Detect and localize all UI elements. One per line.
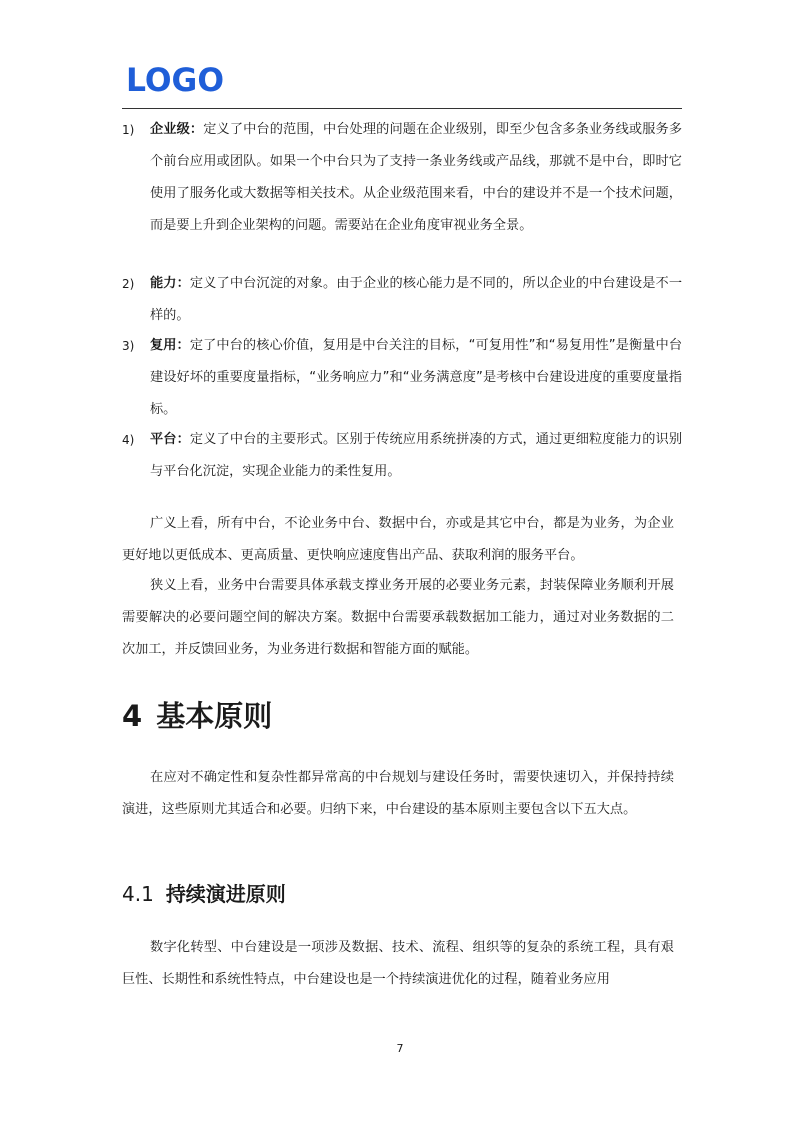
section-heading	[122, 692, 272, 740]
list-term: 能力：	[150, 276, 190, 291]
list-item-capability	[122, 268, 682, 332]
list-number: 2)	[122, 277, 135, 291]
list-body	[150, 330, 682, 426]
list-body	[150, 268, 682, 332]
subsection-number: 4.1	[122, 882, 154, 906]
paragraph-narrow: 狭义上看，业务中台需要具体承载支撑业务开展的必要业务元素，封装保障业务顺利开展需要解决的必要问题空间的解决方案。数据中台需要承载数据加工能力，通过对业务数据的二次加工，并反馈回业务，为业务进行数据和智能方面的赋能。	[122, 578, 674, 657]
paragraph-broad: 广义上看，所有中台，不论业务中台、数据中台，亦或是其它中台，都是为业务，为企业更好地以更低成本、更高质量、更快响应速度售出产品、获取利润的服务平台。	[122, 516, 674, 563]
section-title: 基本原则	[156, 699, 273, 733]
header-rule	[122, 108, 682, 109]
logo-text: LOGO	[126, 62, 224, 96]
logo	[126, 62, 226, 96]
list-term: 企业级：	[150, 122, 204, 137]
list-text: 定义了中台的范围，中台处理的问题在企业级别，即至少包含多条业务线或服务多个前台应用或团队。如果一个中台只为了支持一条业务线或产品线，那就不是中台，即时它使用了服务化或大数据等相关技术。从企业级范围来看，中台的建设并不是一个技术问题，而是要上升到企业架构的问题。需要站在企业角度审视业务全景。	[150, 122, 683, 233]
list-item-enterprise	[122, 114, 682, 242]
subsection-title: 持续演进原则	[165, 882, 286, 906]
list-number: 3)	[122, 339, 135, 353]
paragraph-principles-intro: 在应对不确定性和复杂性都异常高的中台规划与建设任务时，需要快速切入，并保持持续演进，这些原则尤其适合和必要。归纳下来，中台建设的基本原则主要包含以下五大点。	[122, 770, 674, 817]
list-body	[150, 114, 682, 242]
list-text: 定义了中台的主要形式。区别于传统应用系统拼凑的方式，通过更细粒度能力的识别与平台化沉淀，实现企业能力的柔性复用。	[150, 432, 683, 479]
list-term: 平台：	[150, 432, 190, 447]
paragraph-evolution: 数字化转型、中台建设是一项涉及数据、技术、流程、组织等的复杂的系统工程，具有艰巨性、长期性和系统性特点，中台建设也是一个持续演进优化的过程，随着业务应用	[122, 940, 674, 987]
list-number: 4)	[122, 433, 135, 447]
list-body	[150, 424, 682, 488]
list-text: 定了中台的核心价值，复用是中台关注的目标，“可复用性”和“易复用性”是衡量中台建设好坏的重要度量指标，“业务响应力”和“业务满意度”是考核中台建设进度的重要度量指标。	[150, 338, 683, 417]
list-item-reuse	[122, 330, 682, 426]
section-number: 4	[122, 699, 143, 733]
subsection-heading	[122, 876, 286, 912]
list-item-platform	[122, 424, 682, 488]
list-number: 1)	[122, 123, 135, 137]
page-number: 7	[396, 1042, 404, 1055]
list-text: 定义了中台沉淀的对象。由于企业的核心能力是不同的，所以企业的中台建设是不一样的。	[150, 276, 683, 323]
list-term: 复用：	[150, 338, 190, 353]
